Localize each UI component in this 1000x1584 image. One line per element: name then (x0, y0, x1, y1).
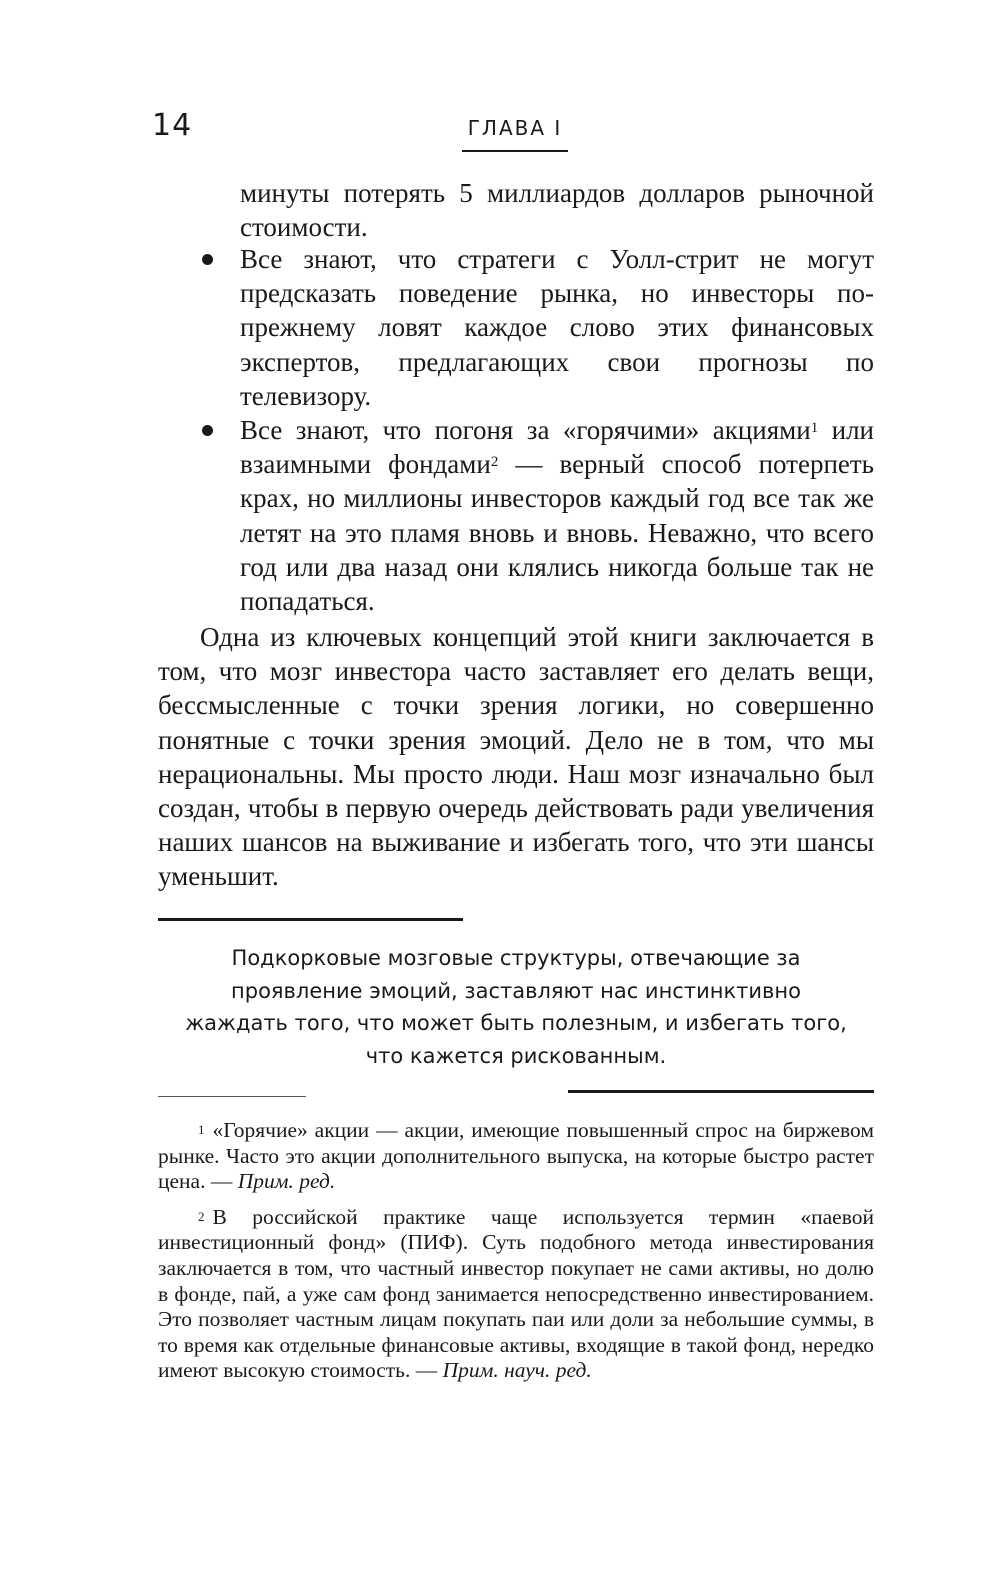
pull-quote: Подкорковые мозговые структуры, отвечающие за проявление эмоций, заставляют нас инстинктивно жаждать того, что может быть полезным, и избегать того, что кажется рискованным. (185, 946, 847, 1068)
bullet-icon (202, 425, 213, 436)
chapter-title: ГЛАВА I (467, 116, 563, 140)
footnote (158, 1118, 874, 1195)
footnote-text: В российской практике чаще используется термин «паевой инвестиционный фонд» (ПИФ). Суть подобного метода инвестирования заключается в том, что частный инвестор покупает не сами активы, но долю в фонде, пай, а уже сам фонд занимается непосредственно инвестированием. Это позволяет частным лицам покупать паи или доли за небольшие суммы, в то время как отдельные финансовые активы, входящие в такой фонд, нередко имеют высокую стоимость. — (158, 1204, 874, 1383)
bullet-text-part: Все знают, что погоня за «горячими» акциями (240, 415, 811, 446)
footnote-reference: 2 (490, 454, 499, 471)
footnotes (158, 1118, 874, 1384)
bullet-text-part: — верный способ потерпеть крах, но миллионы инвесторов каждый год все так же летят на это пламя вновь и вновь. Неважно, что всего год или два назад они клялись никогда больше так не попадаться. (240, 449, 874, 617)
chapter-underline (462, 150, 568, 152)
editor-note: Прим. науч. ред. (442, 1358, 592, 1383)
list-item (200, 413, 874, 618)
footnote-reference: 1 (810, 420, 819, 437)
body-paragraph: Одна из ключевых концепций этой книги заключается в том, что мозг инвестора часто заставляет его делать вещи, бессмысленные с точки зрения логики, но совершенно понятные с точки зрения эмоций. Дело не в том, что мы нерациональны. Мы просто люди. Наш мозг изначально был создан, чтобы в первую очередь действовать ради увеличения наших шансов на выживание и избегать того, что эти шансы уменьшит. (158, 622, 874, 892)
footnote-text: «Горячие» акции — акции, имеющие повышенный спрос на биржевом рынке. Часто это акции дополнительного выпуска, на которые быстро растет цена. — (158, 1118, 874, 1194)
bullet-text-part: или взаимными фондами (240, 415, 875, 480)
list-item (200, 242, 874, 413)
bullet-list (200, 242, 874, 618)
bullet-icon (202, 254, 213, 265)
pull-quote-bottom-rule (568, 1090, 874, 1093)
page-number: 14 (152, 108, 193, 143)
footnote-separator (158, 1096, 306, 1097)
footnote-number: 2 (198, 1208, 205, 1224)
editor-note: Прим. ред. (237, 1169, 336, 1194)
bullet-text: Все знают, что стратеги с Уолл-стрит не могут предсказать поведение рынка, но инвесторы по-прежнему ловят каждое слово этих финансовых экспертов, предлагающих свои прогнозы по телевизору. (240, 244, 874, 411)
pull-quote-top-rule (158, 918, 463, 921)
footnote (158, 1205, 874, 1384)
footnote-number: 1 (198, 1122, 205, 1137)
continuation-text: минуты потерять 5 миллиардов долларов рыночной стоимости. (240, 178, 874, 243)
